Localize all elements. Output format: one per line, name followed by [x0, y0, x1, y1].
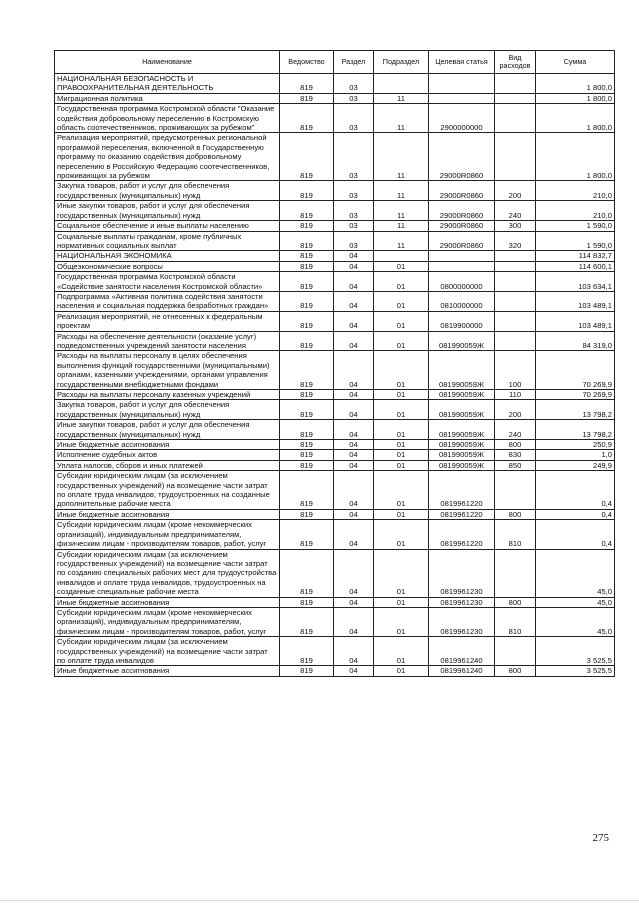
cell-expense-type: 240 [495, 201, 536, 221]
col-header-amount: Сумма [536, 51, 615, 74]
table-row [55, 331, 615, 351]
cell-amount: 103 489,1 [536, 291, 615, 311]
cell-target-article: 29000R0860 [429, 181, 495, 201]
cell-department: 819 [280, 93, 334, 103]
cell-subsection: 01 [374, 637, 429, 666]
cell-subsection: 01 [374, 400, 429, 420]
cell-amount: 1 800,0 [536, 74, 615, 94]
cell-subsection: 01 [374, 390, 429, 400]
col-header-section: Раздел [334, 51, 374, 74]
table-row [55, 440, 615, 450]
cell-name: Уплата налогов, сборов и иных платежей [55, 460, 280, 470]
page-number: 275 [592, 832, 609, 844]
cell-subsection: 01 [374, 351, 429, 390]
cell-name: Реализация мероприятий, предусмотренных региональной программой переселения, включенной в Государственную программу по оказанию содействия добровольному переселению в Российскую Федерацию соотечественников, проживающих за рубежом [55, 133, 280, 181]
cell-section: 04 [334, 261, 374, 271]
cell-section: 04 [334, 272, 374, 292]
cell-amount: 3 525,5 [536, 666, 615, 676]
table-row [55, 420, 615, 440]
cell-department: 819 [280, 460, 334, 470]
cell-department: 819 [280, 440, 334, 450]
cell-amount: 70 269,9 [536, 390, 615, 400]
cell-expense-type: 800 [495, 666, 536, 676]
cell-amount: 13 798,2 [536, 420, 615, 440]
col-header-name: Наименование [55, 51, 280, 74]
cell-target-article [429, 74, 495, 94]
cell-amount: 114 600,1 [536, 261, 615, 271]
cell-amount: 1 590,0 [536, 231, 615, 251]
cell-subsection: 11 [374, 231, 429, 251]
cell-department: 819 [280, 104, 334, 133]
cell-section: 04 [334, 251, 374, 261]
table-header-row [55, 51, 615, 74]
cell-expense-type [495, 74, 536, 94]
cell-department: 819 [280, 311, 334, 331]
cell-name: Субсидии юридическим лицам (за исключением государственных учреждений) на возмещение части затрат по оплате труда инвалидов [55, 637, 280, 666]
cell-subsection: 01 [374, 460, 429, 470]
cell-subsection: 01 [374, 261, 429, 271]
cell-subsection: 01 [374, 420, 429, 440]
cell-name: Миграционная политика [55, 93, 280, 103]
cell-expense-type: 800 [495, 509, 536, 519]
cell-section: 04 [334, 351, 374, 390]
cell-target-article: 0819961220 [429, 520, 495, 549]
cell-subsection: 01 [374, 450, 429, 460]
table-body [55, 74, 615, 677]
col-header-subsection: Подраздел [374, 51, 429, 74]
cell-expense-type [495, 93, 536, 103]
cell-department: 819 [280, 450, 334, 460]
table-row [55, 311, 615, 331]
table-row [55, 181, 615, 201]
cell-amount: 3 525,5 [536, 637, 615, 666]
cell-name: Общеэкономические вопросы [55, 261, 280, 271]
cell-target-article: 29000R0860 [429, 201, 495, 221]
cell-expense-type [495, 251, 536, 261]
cell-expense-type: 200 [495, 400, 536, 420]
table-row [55, 104, 615, 133]
cell-section: 04 [334, 291, 374, 311]
cell-section: 03 [334, 181, 374, 201]
cell-department: 819 [280, 351, 334, 390]
cell-name: Закупка товаров, работ и услуг для обеспечения государственных (муниципальных) нужд [55, 181, 280, 201]
cell-amount: 210,0 [536, 181, 615, 201]
cell-target-article: 081990059Ж [429, 400, 495, 420]
cell-subsection: 01 [374, 440, 429, 450]
cell-target-article: 29000R0860 [429, 133, 495, 181]
cell-expense-type: 110 [495, 390, 536, 400]
cell-amount: 45,0 [536, 597, 615, 607]
cell-department: 819 [280, 133, 334, 181]
cell-expense-type: 200 [495, 181, 536, 201]
cell-name: Социальное обеспечение и иные выплаты населению [55, 221, 280, 231]
cell-department: 819 [280, 261, 334, 271]
table-row [55, 93, 615, 103]
cell-amount: 84 319,0 [536, 331, 615, 351]
cell-amount: 45,0 [536, 549, 615, 597]
cell-subsection: 01 [374, 597, 429, 607]
cell-expense-type [495, 261, 536, 271]
table-row [55, 400, 615, 420]
cell-section: 03 [334, 104, 374, 133]
cell-name: Иные бюджетные ассигнования [55, 509, 280, 519]
cell-name: Исполнение судебных актов [55, 450, 280, 460]
cell-target-article: 0819961230 [429, 549, 495, 597]
cell-section: 04 [334, 471, 374, 510]
cell-expense-type [495, 272, 536, 292]
cell-subsection: 11 [374, 201, 429, 221]
cell-department: 819 [280, 471, 334, 510]
cell-amount: 103 489,1 [536, 311, 615, 331]
table-row [55, 390, 615, 400]
cell-amount: 1,0 [536, 450, 615, 460]
cell-section: 04 [334, 311, 374, 331]
table-row [55, 74, 615, 94]
cell-amount: 210,0 [536, 201, 615, 221]
cell-section: 04 [334, 549, 374, 597]
cell-expense-type: 810 [495, 607, 536, 636]
cell-expense-type: 800 [495, 440, 536, 450]
cell-subsection: 11 [374, 93, 429, 103]
cell-name: Субсидии юридическим лицам (за исключением государственных учреждений) на возмещение части затрат по созданию специальных рабочих мест для трудоустройства инвалидов и оплате труда инвалидов, трудоустроенных на созданные специальные рабочие места [55, 549, 280, 597]
cell-subsection: 01 [374, 272, 429, 292]
cell-target-article: 081990059Ж [429, 420, 495, 440]
cell-name: Закупка товаров, работ и услуг для обеспечения государственных (муниципальных) нужд [55, 400, 280, 420]
cell-amount: 1 800,0 [536, 133, 615, 181]
cell-name: Субсидии юридическим лицам (кроме некоммерческих организаций), индивидуальным предпринимателям, физическим лицам - производителям товаров, работ, услуг [55, 520, 280, 549]
cell-target-article: 29000R0860 [429, 221, 495, 231]
budget-table [54, 50, 615, 677]
cell-section: 04 [334, 450, 374, 460]
cell-subsection: 11 [374, 181, 429, 201]
cell-amount: 13 798,2 [536, 400, 615, 420]
cell-amount: 249,9 [536, 460, 615, 470]
cell-amount: 1 800,0 [536, 93, 615, 103]
cell-name: Государственная программа Костромской области "Оказание содействия добровольному переселению в Костромскую область соотечественников, проживающих за рубежом" [55, 104, 280, 133]
table-row [55, 597, 615, 607]
table-row [55, 351, 615, 390]
cell-subsection [374, 251, 429, 261]
cell-target-article [429, 261, 495, 271]
cell-name: Расходы на выплаты персоналу в целях обеспечения выполнения функций государственными (муниципальными) органами, казенными учреждениями, органами управления государственными внебюджетными фондами [55, 351, 280, 390]
cell-section: 03 [334, 93, 374, 103]
table-row [55, 509, 615, 519]
table-row [55, 637, 615, 666]
cell-section: 03 [334, 221, 374, 231]
cell-amount: 1 590,0 [536, 221, 615, 231]
cell-target-article: 081990059Ж [429, 460, 495, 470]
cell-subsection: 01 [374, 666, 429, 676]
cell-expense-type: 100 [495, 351, 536, 390]
cell-subsection [374, 74, 429, 94]
col-header-expense-type: Вид расходов [495, 51, 536, 74]
cell-department: 819 [280, 400, 334, 420]
cell-section: 03 [334, 74, 374, 94]
cell-department: 819 [280, 291, 334, 311]
cell-department: 819 [280, 181, 334, 201]
cell-expense-type [495, 291, 536, 311]
cell-target-article: 0800000000 [429, 272, 495, 292]
cell-section: 04 [334, 400, 374, 420]
cell-target-article: 081990059Ж [429, 331, 495, 351]
table-row [55, 251, 615, 261]
cell-section: 04 [334, 637, 374, 666]
cell-subsection: 01 [374, 549, 429, 597]
cell-amount: 114 832,7 [536, 251, 615, 261]
cell-target-article [429, 93, 495, 103]
cell-subsection: 01 [374, 509, 429, 519]
table-row [55, 221, 615, 231]
cell-amount: 1 800,0 [536, 104, 615, 133]
cell-amount: 45,0 [536, 607, 615, 636]
table-row [55, 666, 615, 676]
cell-amount: 103 634,1 [536, 272, 615, 292]
col-header-department: Ведомство [280, 51, 334, 74]
cell-target-article: 2900000000 [429, 104, 495, 133]
cell-subsection: 01 [374, 607, 429, 636]
table-row [55, 549, 615, 597]
cell-department: 819 [280, 520, 334, 549]
cell-target-article [429, 251, 495, 261]
table-row [55, 520, 615, 549]
cell-section: 04 [334, 597, 374, 607]
cell-target-article: 0819961230 [429, 597, 495, 607]
cell-name: Субсидии юридическим лицам (за исключением государственных учреждений) на возмещение части затрат по оплате труда инвалидов, трудоустроенных на созданные дополнительные рабочие места [55, 471, 280, 510]
cell-subsection: 01 [374, 471, 429, 510]
cell-department: 819 [280, 666, 334, 676]
table-row [55, 450, 615, 460]
table-row [55, 607, 615, 636]
table-row [55, 291, 615, 311]
cell-expense-type: 320 [495, 231, 536, 251]
cell-target-article: 0819961220 [429, 509, 495, 519]
cell-department: 819 [280, 272, 334, 292]
cell-section: 04 [334, 509, 374, 519]
cell-department: 819 [280, 420, 334, 440]
table-row [55, 471, 615, 510]
cell-expense-type [495, 471, 536, 510]
cell-expense-type [495, 331, 536, 351]
cell-expense-type: 300 [495, 221, 536, 231]
cell-expense-type: 830 [495, 450, 536, 460]
cell-section: 03 [334, 231, 374, 251]
cell-department: 819 [280, 390, 334, 400]
cell-subsection: 01 [374, 291, 429, 311]
cell-expense-type [495, 549, 536, 597]
cell-amount: 250,9 [536, 440, 615, 450]
cell-department: 819 [280, 509, 334, 519]
cell-department: 819 [280, 231, 334, 251]
cell-target-article: 0819961240 [429, 666, 495, 676]
table-row [55, 272, 615, 292]
cell-target-article: 081990059Ж [429, 351, 495, 390]
cell-name: Государственная программа Костромской области «Содействие занятости населения Костромской области» [55, 272, 280, 292]
cell-target-article: 0819961240 [429, 637, 495, 666]
cell-amount: 0,4 [536, 520, 615, 549]
cell-department: 819 [280, 549, 334, 597]
cell-name: Иные закупки товаров, работ и услуг для обеспечения государственных (муниципальных) нужд [55, 201, 280, 221]
cell-amount: 70 269,9 [536, 351, 615, 390]
cell-name: Иные закупки товаров, работ и услуг для обеспечения государственных (муниципальных) нужд [55, 420, 280, 440]
cell-subsection: 01 [374, 331, 429, 351]
cell-amount: 0,4 [536, 509, 615, 519]
cell-department: 819 [280, 637, 334, 666]
cell-name: НАЦИОНАЛЬНАЯ БЕЗОПАСНОСТЬ И ПРАВООХРАНИТЕЛЬНАЯ ДЕЯТЕЛЬНОСТЬ [55, 74, 280, 94]
cell-expense-type: 800 [495, 597, 536, 607]
table-row [55, 460, 615, 470]
cell-section: 04 [334, 440, 374, 450]
cell-expense-type: 240 [495, 420, 536, 440]
cell-name: Реализация мероприятий, не отнесенных к федеральным проектам [55, 311, 280, 331]
cell-target-article: 0819961230 [429, 607, 495, 636]
cell-subsection: 11 [374, 133, 429, 181]
bottom-rule [0, 900, 639, 901]
cell-name: Иные бюджетные ассигнования [55, 597, 280, 607]
cell-target-article: 0819961220 [429, 471, 495, 510]
cell-target-article: 29000R0860 [429, 231, 495, 251]
cell-expense-type [495, 637, 536, 666]
cell-target-article: 0819900000 [429, 311, 495, 331]
cell-subsection: 11 [374, 104, 429, 133]
cell-section: 04 [334, 666, 374, 676]
cell-section: 04 [334, 390, 374, 400]
cell-section: 04 [334, 520, 374, 549]
table-row [55, 231, 615, 251]
cell-department: 819 [280, 74, 334, 94]
cell-department: 819 [280, 331, 334, 351]
cell-department: 819 [280, 251, 334, 261]
cell-amount: 0,4 [536, 471, 615, 510]
cell-section: 03 [334, 133, 374, 181]
cell-target-article: 0810000000 [429, 291, 495, 311]
cell-expense-type [495, 311, 536, 331]
cell-name: НАЦИОНАЛЬНАЯ ЭКОНОМИКА [55, 251, 280, 261]
cell-name: Иные бюджетные ассигнования [55, 666, 280, 676]
cell-target-article: 081990059Ж [429, 450, 495, 460]
table-row [55, 261, 615, 271]
cell-subsection: 11 [374, 221, 429, 231]
cell-section: 04 [334, 607, 374, 636]
col-header-target-article: Целевая статья [429, 51, 495, 74]
cell-department: 819 [280, 607, 334, 636]
cell-department: 819 [280, 597, 334, 607]
cell-name: Социальные выплаты гражданам, кроме публичных нормативных социальных выплат [55, 231, 280, 251]
table-row [55, 201, 615, 221]
cell-expense-type [495, 104, 536, 133]
cell-expense-type: 850 [495, 460, 536, 470]
cell-section: 04 [334, 420, 374, 440]
cell-target-article: 081990059Ж [429, 440, 495, 450]
cell-name: Субсидии юридическим лицам (кроме некоммерческих организаций), индивидуальным предпринимателям, физическим лицам - производителям товаров, работ, услуг [55, 607, 280, 636]
cell-section: 04 [334, 460, 374, 470]
table-row [55, 133, 615, 181]
cell-name: Расходы на обеспечение деятельности (оказание услуг) подведомственных учреждений занятости населения [55, 331, 280, 351]
cell-section: 03 [334, 201, 374, 221]
cell-target-article: 081990059Ж [429, 390, 495, 400]
cell-name: Расходы на выплаты персоналу казенных учреждений [55, 390, 280, 400]
cell-department: 819 [280, 201, 334, 221]
cell-subsection: 01 [374, 520, 429, 549]
cell-name: Иные бюджетные ассигнования [55, 440, 280, 450]
cell-subsection: 01 [374, 311, 429, 331]
cell-expense-type [495, 133, 536, 181]
cell-name: Подпрограмма «Активная политика содействия занятости населения и социальная поддержка безработных граждан» [55, 291, 280, 311]
cell-expense-type: 810 [495, 520, 536, 549]
cell-department: 819 [280, 221, 334, 231]
cell-section: 04 [334, 331, 374, 351]
